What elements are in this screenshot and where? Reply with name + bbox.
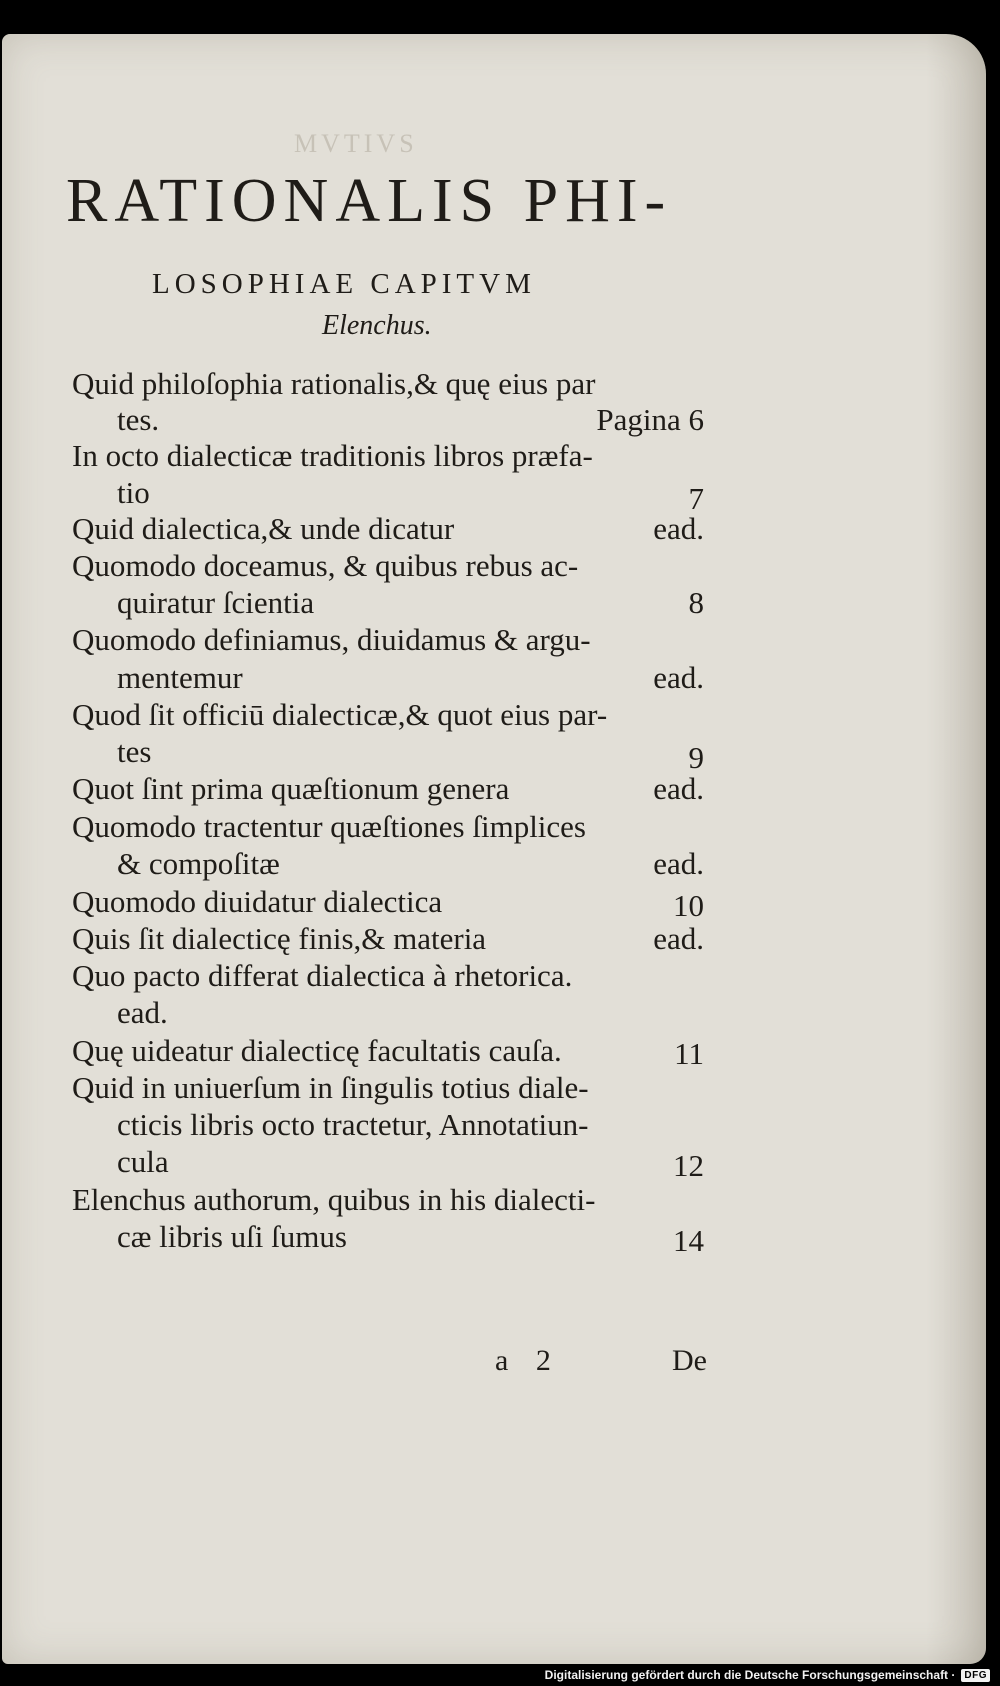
toc-entry-page: Pagina 6 — [596, 402, 704, 437]
table-of-contents — [2, 34, 986, 1664]
toc-entry-text: Quid philoſophia rationalis,& quę eius par — [72, 366, 596, 401]
signature-mark: a 2 — [495, 1344, 551, 1377]
toc-entry-page: 10 — [673, 888, 704, 923]
toc-entry-page: ead. — [653, 511, 704, 546]
toc-entry-text: Quis ſit dialecticę finis,& materia — [72, 921, 487, 956]
bleed-through-text: MVTIVS — [294, 129, 418, 158]
toc-entry-text: Quo pacto differat dialectica à rhetorica. — [72, 958, 573, 993]
title-line-2: LOSOPHIAE CAPITVM — [152, 268, 536, 300]
toc-entry-continuation: cula — [117, 1144, 169, 1179]
footer-text: Digitalisierung gefördert durch die Deutsche Forschungsgemeinschaft · — [544, 1668, 956, 1682]
toc-entry-text: Quod ſit officiū dialecticæ,& quot eius par- — [72, 697, 608, 732]
catchword: De — [672, 1344, 707, 1377]
toc-entry-page: 12 — [673, 1148, 704, 1183]
toc-entry-text: Quomodo definiamus, diuidamus & argu- — [72, 622, 591, 657]
toc-entry-continuation: quiratur ſcientia — [117, 585, 315, 620]
toc-entry-continuation: ead. — [117, 995, 168, 1030]
book-page — [2, 34, 986, 1664]
title-line-1: RATIONALIS PHI- — [66, 167, 673, 235]
toc-entry-text: In octo dialecticæ traditionis libros præfa- — [72, 438, 593, 473]
toc-entry-continuation: & compoſitæ — [117, 846, 280, 881]
toc-entry-text: Quomodo tractentur quæſtiones ſimplices — [72, 809, 586, 844]
toc-entry-page: 14 — [673, 1223, 704, 1258]
toc-entry-text: Quot ſint prima quæſtionum genera — [72, 771, 510, 806]
toc-entry-text: Quid in uniuerſum in ſingulis totius diale- — [72, 1070, 589, 1105]
toc-entry-continuation: tio — [117, 475, 150, 510]
toc-entry-continuation: cticis libris octo tractetur, Annotatiun- — [117, 1107, 589, 1142]
toc-entry-page: ead. — [653, 771, 704, 806]
title-line-3: Elenchus. — [322, 310, 432, 341]
toc-entry-page: ead. — [653, 846, 704, 881]
toc-entry-text: Quomodo doceamus, & quibus rebus ac- — [72, 548, 579, 583]
toc-entry-page: 11 — [674, 1036, 704, 1071]
toc-entry-text: Elenchus authorum, quibus in his dialecti- — [72, 1182, 596, 1217]
toc-entry-continuation: tes. — [117, 402, 160, 437]
dfg-logo: DFG — [961, 1669, 990, 1682]
toc-entry-page: 8 — [688, 585, 704, 620]
toc-entry-continuation: cæ libris uſi ſumus — [117, 1219, 347, 1254]
toc-entry-text: Quomodo diuidatur dialectica — [72, 884, 443, 919]
footer-credit — [545, 1666, 990, 1684]
toc-entry-text: Quid dialectica,& unde dicatur — [72, 511, 455, 546]
toc-entry-page: ead. — [653, 660, 704, 695]
toc-entry-text: Quę uideatur dialecticę facultatis cauſa. — [72, 1033, 562, 1068]
toc-entry-page: ead. — [653, 921, 704, 956]
toc-entry-continuation: tes — [117, 734, 152, 769]
toc-entry-continuation: mentemur — [117, 660, 243, 695]
toc-entry-page: 9 — [688, 740, 704, 775]
toc-entry-page: 7 — [688, 481, 704, 516]
